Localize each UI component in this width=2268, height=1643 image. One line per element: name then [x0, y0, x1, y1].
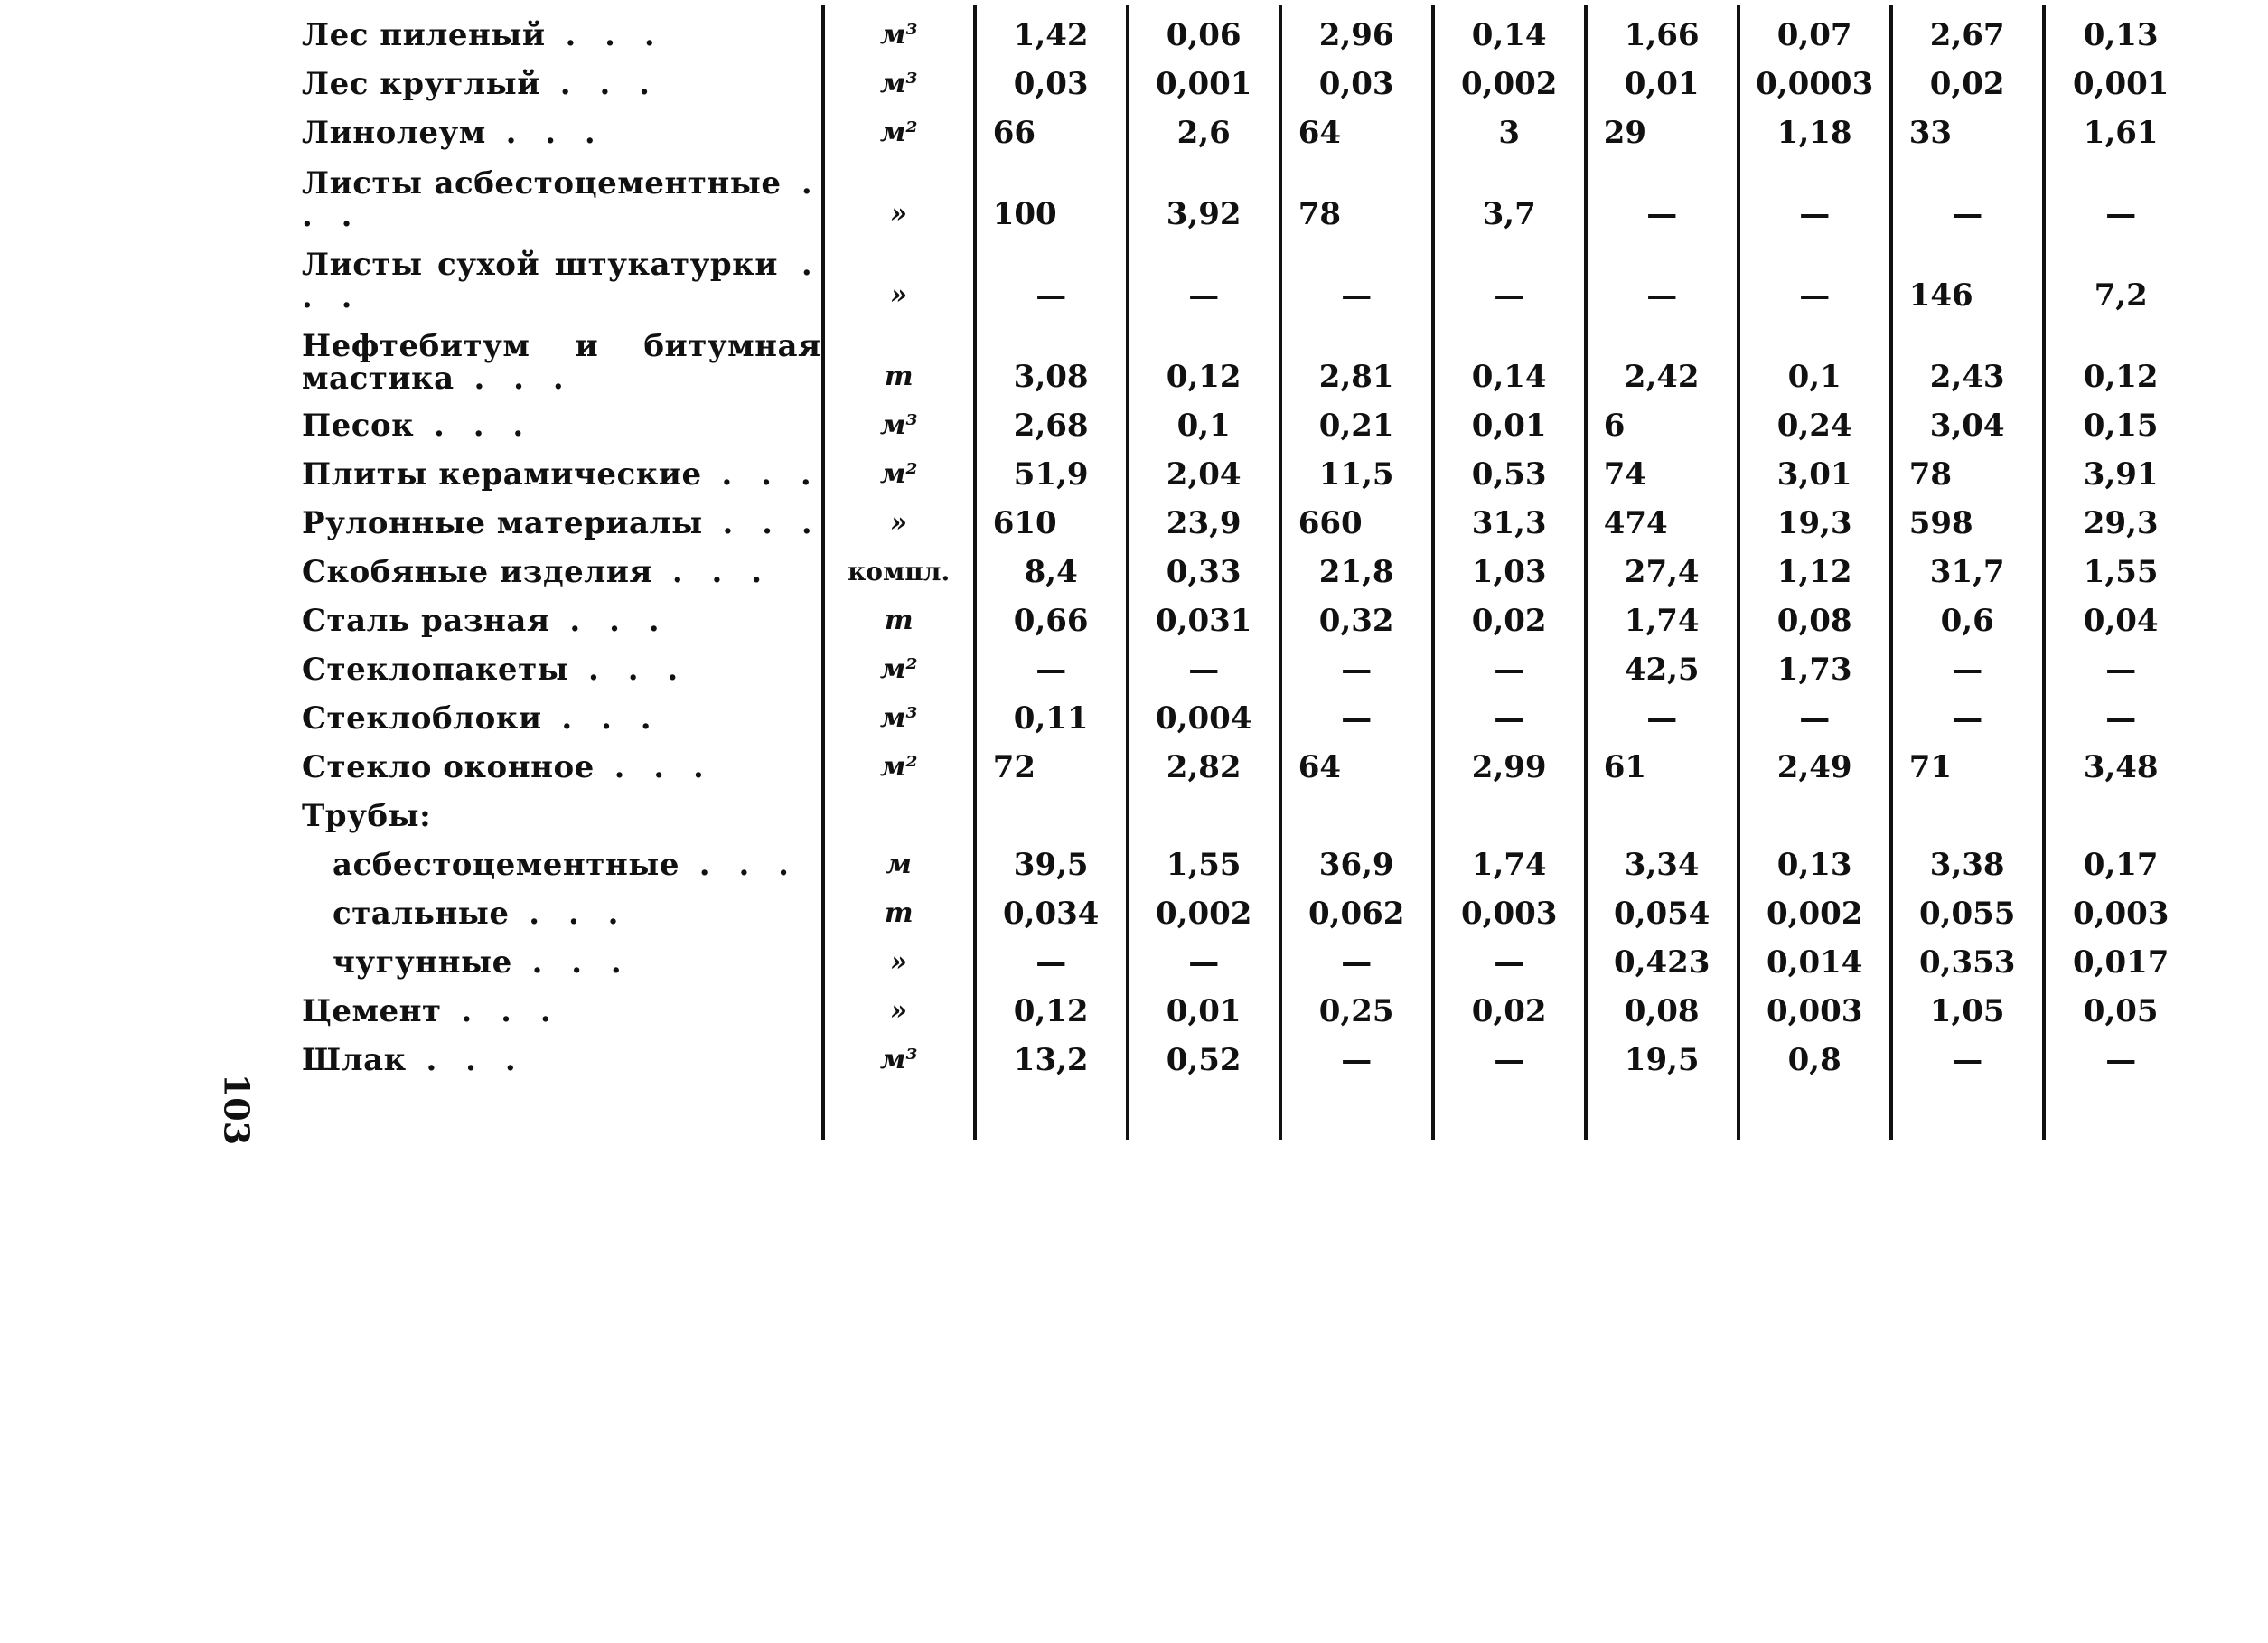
- material-name-label: Листы сухой штукатурки: [302, 247, 778, 283]
- unit-cell: м²: [823, 737, 975, 785]
- value-cell: 42,5: [1586, 639, 1738, 688]
- value-cell: 33: [1891, 102, 2044, 151]
- material-name: [271, 1029, 823, 1078]
- table-row: [271, 639, 2197, 688]
- value-cell: 0,66: [975, 590, 1128, 639]
- material-name-label: Стеклопакеты: [302, 652, 569, 688]
- table-row: [271, 53, 2197, 102]
- empty-cell: [975, 1078, 1128, 1140]
- leader-dots: . . .: [679, 847, 798, 883]
- value-cell: 3,92: [1128, 151, 1280, 232]
- value-cell: —: [1433, 639, 1586, 688]
- material-name-label: Песок: [302, 408, 415, 444]
- material-name: [271, 395, 823, 444]
- value-cell: 3,48: [2044, 737, 2197, 785]
- value-cell: 0,062: [1280, 883, 1433, 932]
- value-cell: 61: [1586, 737, 1738, 785]
- table-row: [271, 688, 2197, 737]
- value-cell: —: [1891, 639, 2044, 688]
- value-cell: —: [1891, 151, 2044, 232]
- value-cell: 0,33: [1128, 541, 1280, 590]
- material-name-label: Трубы:: [302, 798, 432, 834]
- value-cell: 51,9: [975, 444, 1128, 493]
- value-cell: —: [1433, 1029, 1586, 1078]
- value-cell: 0,031: [1128, 590, 1280, 639]
- material-name: [271, 314, 823, 395]
- leader-dots: . . .: [702, 505, 821, 541]
- value-cell: 0,01: [1433, 395, 1586, 444]
- value-cell: 3: [1433, 102, 1586, 151]
- value-cell: 0,423: [1586, 932, 1738, 981]
- value-cell: 2,67: [1891, 5, 2044, 53]
- unit-cell: м³: [823, 688, 975, 737]
- value-cell: —: [975, 932, 1128, 981]
- unit-cell: м²: [823, 102, 975, 151]
- leader-dots: . . .: [701, 456, 820, 493]
- value-cell: —: [1433, 688, 1586, 737]
- value-cell: —: [1280, 1029, 1433, 1078]
- value-cell: 2,81: [1280, 314, 1433, 395]
- table-row: [271, 932, 2197, 981]
- unit-cell: т: [823, 314, 975, 395]
- value-cell: 2,42: [1586, 314, 1738, 395]
- value-cell: 0,04: [2044, 590, 2197, 639]
- value-cell: 0,06: [1128, 5, 1280, 53]
- value-cell: 100: [975, 151, 1128, 232]
- leader-dots: . . .: [302, 247, 821, 314]
- value-cell: 0,034: [975, 883, 1128, 932]
- value-cell: 0,03: [1280, 53, 1433, 102]
- value-cell: —: [1280, 639, 1433, 688]
- value-cell: 610: [975, 493, 1128, 541]
- value-cell: —: [1891, 688, 2044, 737]
- value-cell: 3,38: [1891, 834, 2044, 883]
- material-name: [271, 151, 823, 232]
- table-row: [271, 5, 2197, 53]
- value-cell: —: [1738, 232, 1891, 314]
- value-cell: 64: [1280, 737, 1433, 785]
- material-name: [271, 493, 823, 541]
- value-cell: 1,03: [1433, 541, 1586, 590]
- value-cell: 2,6: [1128, 102, 1280, 151]
- value-cell: 1,55: [2044, 541, 2197, 590]
- value-cell: 0,002: [1738, 883, 1891, 932]
- value-cell: 0,1: [1738, 314, 1891, 395]
- unit-cell: »: [823, 151, 975, 232]
- empty-cell: [271, 1078, 823, 1140]
- value-cell: 1,12: [1738, 541, 1891, 590]
- value-cell: 0,12: [2044, 314, 2197, 395]
- value-cell: —: [1433, 232, 1586, 314]
- value-cell: —: [2044, 1029, 2197, 1078]
- material-name: [271, 232, 823, 314]
- value-cell: —: [1128, 232, 1280, 314]
- empty-cell: [1738, 1078, 1891, 1140]
- value-cell: 29: [1586, 102, 1738, 151]
- value-cell: 0,353: [1891, 932, 2044, 981]
- value-cell: 1,73: [1738, 639, 1891, 688]
- material-name: [271, 541, 823, 590]
- value-cell: 0,12: [1128, 314, 1280, 395]
- value-cell: 1,18: [1738, 102, 1891, 151]
- value-cell: 2,04: [1128, 444, 1280, 493]
- material-name-label: Стеклоблоки: [302, 700, 542, 737]
- value-cell: 598: [1891, 493, 2044, 541]
- value-cell: 0,014: [1738, 932, 1891, 981]
- material-name: [271, 981, 823, 1029]
- table-row: [271, 541, 2197, 590]
- value-cell: —: [1280, 688, 1433, 737]
- value-cell: [1738, 785, 1891, 834]
- value-cell: 6: [1586, 395, 1738, 444]
- value-cell: 0,6: [1891, 590, 2044, 639]
- leader-dots: . . .: [652, 554, 772, 590]
- value-cell: —: [1586, 688, 1738, 737]
- table-row: [271, 883, 2197, 932]
- value-cell: 23,9: [1128, 493, 1280, 541]
- leader-dots: . . .: [302, 165, 821, 232]
- value-cell: 3,01: [1738, 444, 1891, 493]
- material-name: [271, 688, 823, 737]
- value-cell: 0,003: [1738, 981, 1891, 1029]
- value-cell: 0,004: [1128, 688, 1280, 737]
- value-cell: 1,42: [975, 5, 1128, 53]
- leader-dots: . . .: [509, 896, 628, 932]
- table-row: [271, 834, 2197, 883]
- value-cell: 0,054: [1586, 883, 1738, 932]
- material-name-label: Сталь разная: [302, 603, 550, 639]
- empty-cell: [1128, 1078, 1280, 1140]
- value-cell: 0,14: [1433, 314, 1586, 395]
- material-name: [271, 639, 823, 688]
- material-name: [271, 102, 823, 151]
- value-cell: —: [1586, 151, 1738, 232]
- table-row: [271, 590, 2197, 639]
- material-name-label: Листы асбестоцементные: [302, 165, 782, 202]
- value-cell: 0,12: [975, 981, 1128, 1029]
- value-cell: 1,05: [1891, 981, 2044, 1029]
- value-cell: —: [1128, 932, 1280, 981]
- leader-dots: . . .: [545, 17, 664, 53]
- value-cell: 0,1: [1128, 395, 1280, 444]
- value-cell: —: [975, 232, 1128, 314]
- material-name-label: Рулонные материалы: [302, 505, 703, 541]
- value-cell: 78: [1280, 151, 1433, 232]
- unit-cell: [823, 785, 975, 834]
- empty-cell: [1280, 1078, 1433, 1140]
- value-cell: 0,02: [1891, 53, 2044, 102]
- table-row: [271, 314, 2197, 395]
- value-cell: 3,7: [1433, 151, 1586, 232]
- value-cell: 2,82: [1128, 737, 1280, 785]
- leader-dots: . . .: [511, 944, 631, 981]
- empty-cell: [1586, 1078, 1738, 1140]
- table-end-row: [271, 1078, 2197, 1140]
- value-cell: 72: [975, 737, 1128, 785]
- value-cell: [2044, 785, 2197, 834]
- value-cell: 2,99: [1433, 737, 1586, 785]
- table-body: [271, 5, 2197, 1140]
- unit-cell: м³: [823, 1029, 975, 1078]
- value-cell: 2,96: [1280, 5, 1433, 53]
- value-cell: 0,05: [2044, 981, 2197, 1029]
- value-cell: 13,2: [975, 1029, 1128, 1078]
- value-cell: —: [1128, 639, 1280, 688]
- empty-cell: [1433, 1078, 1586, 1140]
- value-cell: 3,04: [1891, 395, 2044, 444]
- material-name: [271, 590, 823, 639]
- value-cell: —: [2044, 639, 2197, 688]
- value-cell: 36,9: [1280, 834, 1433, 883]
- unit-cell: »: [823, 932, 975, 981]
- value-cell: 474: [1586, 493, 1738, 541]
- value-cell: 0,002: [1128, 883, 1280, 932]
- materials-table: [271, 5, 2197, 1140]
- material-name: [271, 53, 823, 102]
- material-name-label: Лес круглый: [302, 66, 540, 102]
- value-cell: 3,91: [2044, 444, 2197, 493]
- material-name-label: Стекло оконное: [302, 749, 595, 785]
- material-name-label: Нефтебитум и битумная мастика: [302, 328, 821, 395]
- value-cell: [1586, 785, 1738, 834]
- value-cell: 1,74: [1433, 834, 1586, 883]
- unit-cell: т: [823, 590, 975, 639]
- leader-dots: . . .: [414, 408, 533, 444]
- value-cell: 29,3: [2044, 493, 2197, 541]
- value-cell: 3,34: [1586, 834, 1738, 883]
- unit-cell: м²: [823, 444, 975, 493]
- material-name: [271, 5, 823, 53]
- unit-cell: »: [823, 981, 975, 1029]
- value-cell: —: [1891, 1029, 2044, 1078]
- material-name: [271, 444, 823, 493]
- empty-cell: [1891, 1078, 2044, 1140]
- value-cell: 0,02: [1433, 981, 1586, 1029]
- empty-cell: [2044, 1078, 2197, 1140]
- value-cell: —: [1586, 232, 1738, 314]
- material-name-label: Плиты керамические: [302, 456, 702, 493]
- value-cell: 0,001: [1128, 53, 1280, 102]
- value-cell: —: [1738, 151, 1891, 232]
- value-cell: 0,15: [2044, 395, 2197, 444]
- value-cell: 0,017: [2044, 932, 2197, 981]
- value-cell: —: [1433, 932, 1586, 981]
- value-cell: 146: [1891, 232, 2044, 314]
- table-row: [271, 232, 2197, 314]
- value-cell: 66: [975, 102, 1128, 151]
- value-cell: 0,14: [1433, 5, 1586, 53]
- empty-cell: [823, 1078, 975, 1140]
- unit-cell: компл.: [823, 541, 975, 590]
- value-cell: —: [1738, 688, 1891, 737]
- material-name: [271, 883, 823, 932]
- value-cell: 0,08: [1738, 590, 1891, 639]
- table-row: [271, 981, 2197, 1029]
- leader-dots: . . .: [539, 66, 659, 102]
- unit-cell: м: [823, 834, 975, 883]
- value-cell: 0,25: [1280, 981, 1433, 1029]
- value-cell: 0,32: [1280, 590, 1433, 639]
- leader-dots: . . .: [441, 993, 560, 1029]
- value-cell: 0,02: [1433, 590, 1586, 639]
- material-name-label: Шлак: [302, 1042, 407, 1078]
- value-cell: [1891, 785, 2044, 834]
- value-cell: 660: [1280, 493, 1433, 541]
- value-cell: 7,2: [2044, 232, 2197, 314]
- material-name-label: Лес пиленый: [302, 17, 546, 53]
- value-cell: 0,002: [1433, 53, 1586, 102]
- material-name: [271, 737, 823, 785]
- value-cell: [975, 785, 1128, 834]
- page-number: 103: [216, 1073, 258, 1146]
- material-name-label: Линолеум: [302, 115, 486, 151]
- value-cell: 0,01: [1586, 53, 1738, 102]
- value-cell: 74: [1586, 444, 1738, 493]
- value-cell: 0,0003: [1738, 53, 1891, 102]
- value-cell: 19,5: [1586, 1029, 1738, 1078]
- value-cell: 0,52: [1128, 1029, 1280, 1078]
- value-cell: 2,43: [1891, 314, 2044, 395]
- material-name-label: Скобяные изделия: [302, 554, 653, 590]
- value-cell: —: [975, 639, 1128, 688]
- value-cell: [1280, 785, 1433, 834]
- value-cell: 78: [1891, 444, 2044, 493]
- value-cell: 0,003: [2044, 883, 2197, 932]
- value-cell: 11,5: [1280, 444, 1433, 493]
- value-cell: 0,01: [1128, 981, 1280, 1029]
- unit-cell: м²: [823, 639, 975, 688]
- material-name-label: Цемент: [302, 993, 442, 1029]
- value-cell: 0,13: [2044, 5, 2197, 53]
- value-cell: 8,4: [975, 541, 1128, 590]
- value-cell: —: [2044, 688, 2197, 737]
- leader-dots: . . .: [549, 603, 669, 639]
- leader-dots: . . .: [568, 652, 688, 688]
- table-row: [271, 151, 2197, 232]
- value-cell: 0,055: [1891, 883, 2044, 932]
- value-cell: 0,001: [2044, 53, 2197, 102]
- value-cell: 31,7: [1891, 541, 2044, 590]
- leader-dots: . . .: [406, 1042, 525, 1078]
- unit-cell: м³: [823, 395, 975, 444]
- unit-cell: м³: [823, 5, 975, 53]
- material-name-label: чугунные: [333, 944, 512, 981]
- leader-dots: . . .: [485, 115, 604, 151]
- value-cell: —: [1280, 932, 1433, 981]
- value-cell: 3,08: [975, 314, 1128, 395]
- value-cell: 19,3: [1738, 493, 1891, 541]
- table-row: [271, 493, 2197, 541]
- material-name: [271, 785, 823, 834]
- value-cell: 21,8: [1280, 541, 1433, 590]
- value-cell: [1433, 785, 1586, 834]
- material-name-label: стальные: [333, 896, 510, 932]
- material-name: [271, 834, 823, 883]
- value-cell: 1,55: [1128, 834, 1280, 883]
- value-cell: 0,07: [1738, 5, 1891, 53]
- value-cell: 0,08: [1586, 981, 1738, 1029]
- value-cell: 0,24: [1738, 395, 1891, 444]
- value-cell: 64: [1280, 102, 1433, 151]
- value-cell: 0,21: [1280, 395, 1433, 444]
- value-cell: 0,8: [1738, 1029, 1891, 1078]
- value-cell: 39,5: [975, 834, 1128, 883]
- value-cell: 0,53: [1433, 444, 1586, 493]
- unit-cell: м³: [823, 53, 975, 102]
- value-cell: 2,49: [1738, 737, 1891, 785]
- leader-dots: . . .: [454, 361, 573, 395]
- table-row: [271, 102, 2197, 151]
- unit-cell: »: [823, 493, 975, 541]
- unit-cell: »: [823, 232, 975, 314]
- value-cell: 0,03: [975, 53, 1128, 102]
- material-name: [271, 932, 823, 981]
- value-cell: 0,17: [2044, 834, 2197, 883]
- table-row: [271, 444, 2197, 493]
- value-cell: 27,4: [1586, 541, 1738, 590]
- leader-dots: . . .: [594, 749, 713, 785]
- unit-cell: т: [823, 883, 975, 932]
- leader-dots: . . .: [541, 700, 661, 737]
- table-row: [271, 737, 2197, 785]
- table-row: [271, 1029, 2197, 1078]
- value-cell: 1,74: [1586, 590, 1738, 639]
- value-cell: —: [1280, 232, 1433, 314]
- value-cell: 2,68: [975, 395, 1128, 444]
- value-cell: [1128, 785, 1280, 834]
- table-row: [271, 395, 2197, 444]
- table-row: [271, 785, 2197, 834]
- material-name-label: асбестоцементные: [333, 847, 679, 883]
- value-cell: —: [2044, 151, 2197, 232]
- value-cell: 0,11: [975, 688, 1128, 737]
- value-cell: 31,3: [1433, 493, 1586, 541]
- value-cell: 1,61: [2044, 102, 2197, 151]
- value-cell: 0,13: [1738, 834, 1891, 883]
- value-cell: 0,003: [1433, 883, 1586, 932]
- value-cell: 71: [1891, 737, 2044, 785]
- value-cell: 1,66: [1586, 5, 1738, 53]
